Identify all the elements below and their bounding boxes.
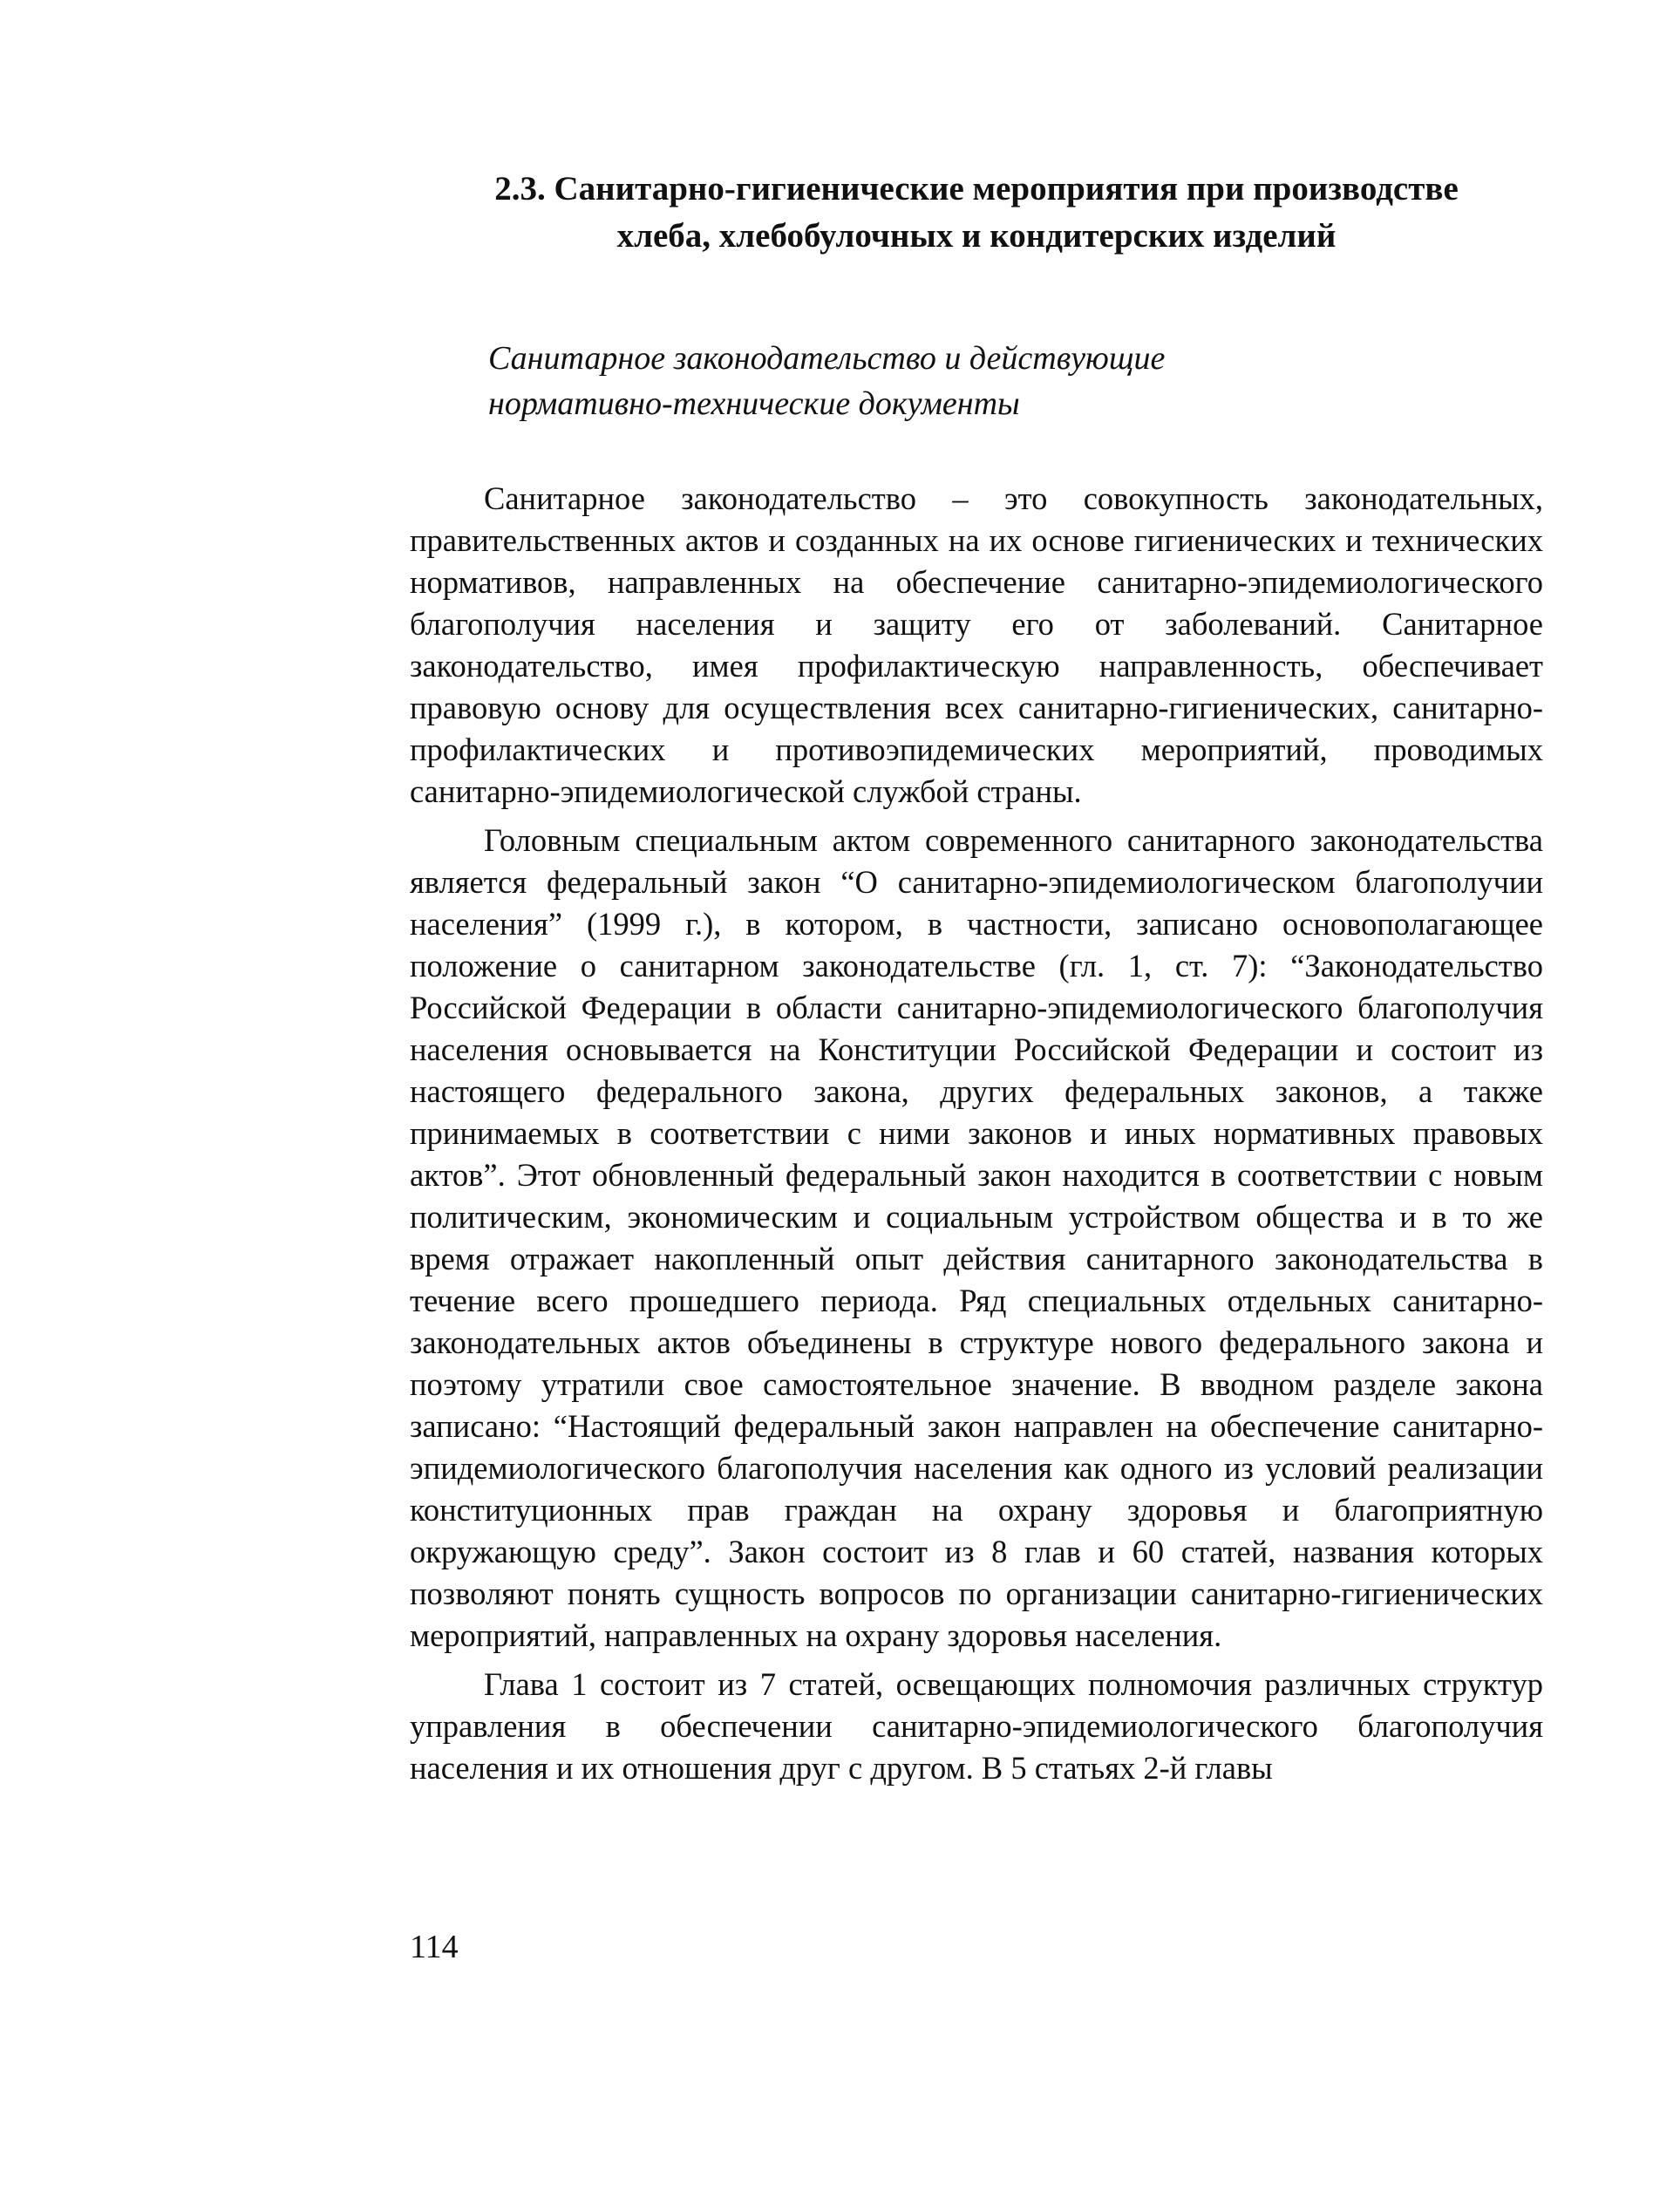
- section-heading-line-1: 2.3. Санитарно-гигиенические мероприятия при производстве: [494, 170, 1459, 208]
- body-text: [410, 478, 1543, 1796]
- paragraph-3: Глава 1 состоит из 7 статей, освещающих полномочия различных структур управления в обеспечении санитарно-эпидемиологического благополучия населения и их отношения друг с другом. В 5 статьях 2-й главы: [410, 1666, 1543, 1786]
- subsection-heading-line-1: Санитарное законодательство и действующие: [488, 340, 1166, 377]
- paragraph-1: Санитарное законодательство – это совокупность законодательных, правительственных актов и созданных на их основе гигиенических и технических нормативов, направленных на обеспечение санитарно-эпидемиологического благополучия населения и защиту его от заболеваний. Санитарное законодательство, имея профилактическую направленность, обеспечивает правовую основу для осуществления всех санитарно-гигиенических, санитарно-профилактических и противоэпидемических мероприятий, проводимых санитарно-эпидемиологической службой страны.: [410, 480, 1543, 809]
- paragraph-2: Головным специальным актом современного санитарного законодательства является федеральный закон “О санитарно-эпидемиологическом благополучии населения” (1999 г.), в котором, в частности, записано основополагающее положение о санитарном законодательстве (гл. 1, ст. 7): “Законодательство Российской Федерации в области санитарно-эпидемиологического благополучия населения основывается на Конституции Российской Федерации и состоит из настоящего федерального закона, других федеральных законов, а также принимаемых в соответствии с ними законов и иных нормативных правовых актов”. Этот обновленный федеральный закон находится в соответствии с новым политическим, экономическим и социальным устройством общества и в то же время отражает накопленный опыт действия санитарного законодательства в течение всего прошедшего периода. Ряд специальных отдельных санитарно-законодательных актов объединены в структуре нового федерального закона и поэтому утратили свое самостоятельное значение. В вводном разделе закона записано: “Настоящий федеральный закон направлен на обеспечение санитарно-эпидемиологического благополучия населения как одного из условий реализации конституционных прав граждан на охрану здоровья и благоприятную окружающую среду”. Закон состоит из 8 глав и 60 статей, названия которых позволяют понять сущность вопросов по организации санитарно-гигиенических мероприятий, направленных на охрану здоровья населения.: [410, 822, 1543, 1653]
- subsection-heading-line-2: нормативно-технические документы: [488, 385, 1020, 422]
- page-number: 114: [410, 1929, 459, 1965]
- subsection-heading: [488, 336, 1491, 426]
- section-heading: [410, 166, 1543, 260]
- section-heading-line-2: хлеба, хлебобулочных и кондитерских изделий: [616, 217, 1337, 255]
